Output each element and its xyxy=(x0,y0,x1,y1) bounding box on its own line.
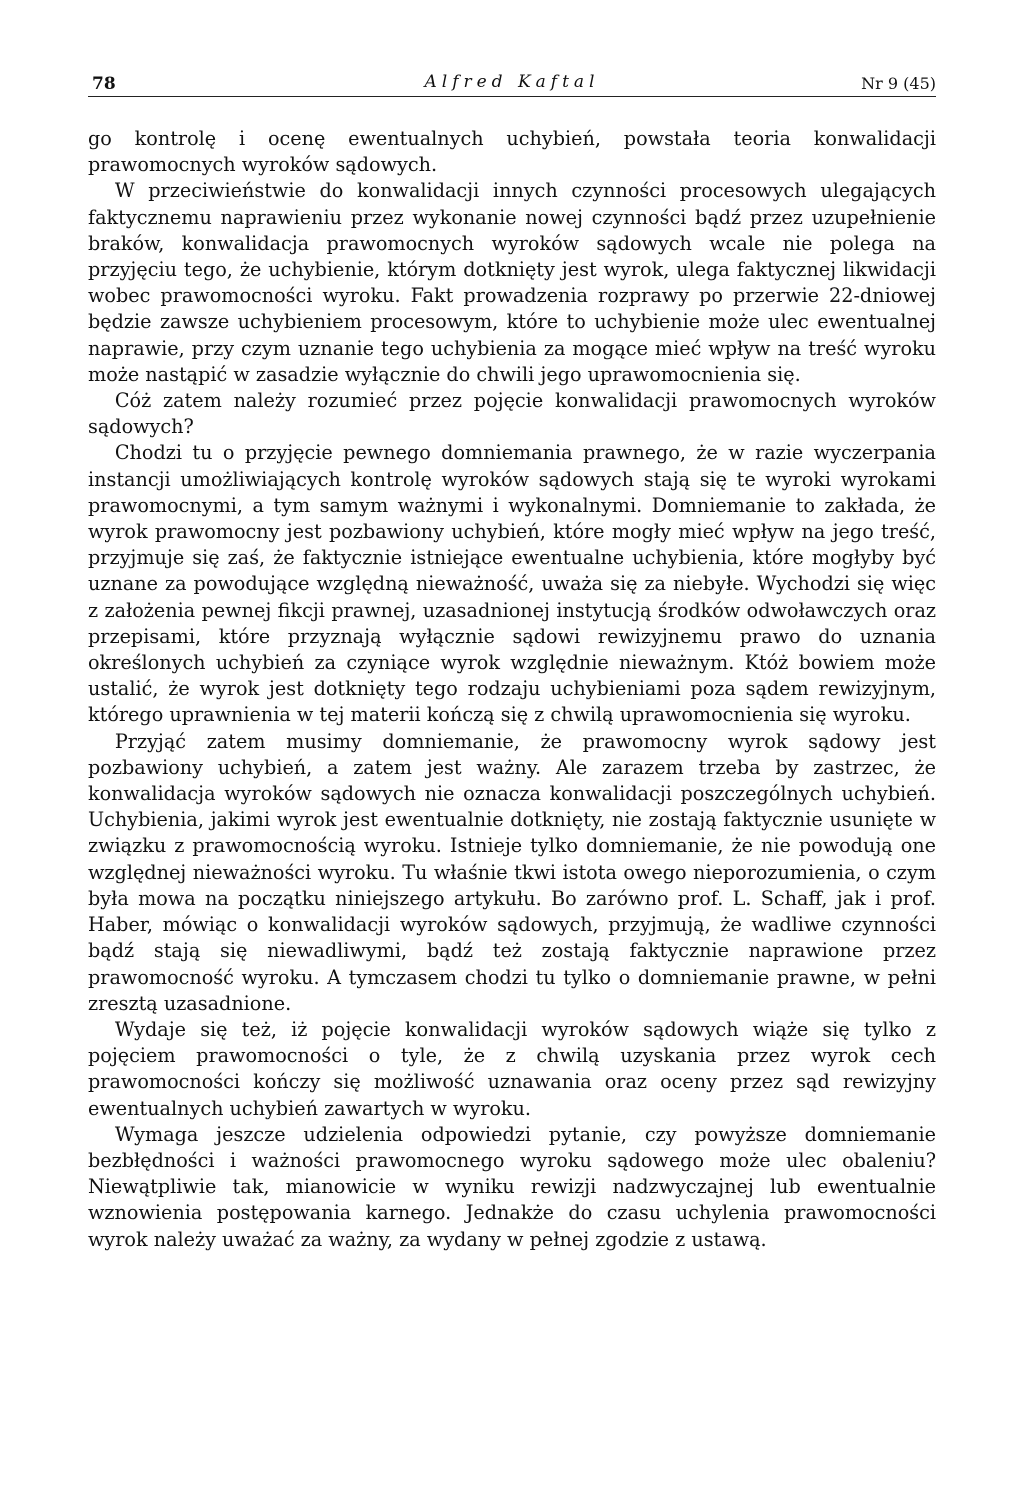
paragraph: Przyjąć zatem musimy domniemanie, że prawomocny wyrok sądowy jest pozbawiony uchybień, a zatem jest ważny. Ale zarazem trzeba by zastrzec, że konwalidacja wyroków sądowych nie oznacza konwalidacji poszczególnych uchybień. Uchybienia, jakimi wyrok jest ewentualnie dotknięty, nie zostają faktycznie usunięte w związku z prawomocnością wyroku. Istnieje tylko domniemanie, że nie powodują one względnej nieważności wyroku. Tu właśnie tkwi istota owego nieporozumienia, o czym była mowa na początku niniejszego artykułu. Bo zarówno prof. L. Schaff, jak i prof. Haber, mówiąc o konwalidacji wyroków sądowych, przyjmują, że wadliwe czynności bądź stają się niewadliwymi, bądź też zostają faktycznie naprawione przez prawomocność wyroku. A tymczasem chodzi tu tylko o domniemanie prawne, w pełni zresztą uzasadnione. xyxy=(88,729,936,1015)
paragraph: go kontrolę i ocenę ewentualnych uchybień, powstała teoria konwalidacji prawomocnych wyroków sądowych. xyxy=(88,127,936,177)
paragraph: Wydaje się też, iż pojęcie konwalidacji wyroków sądowych wiąże się tylko z pojęciem prawomocności o tyle, że z chwilą uzyskania przez wyrok cech prawomocności kończy się możliwość uznawania oraz oceny przez sąd rewizyjny ewentualnych uchybień zawartych w wyroku. xyxy=(88,1017,936,1120)
paragraph: W przeciwieństwie do konwalidacji innych czynności procesowych ulegających faktycznemu naprawieniu przez wykonanie nowej czynności bądź przez uzupełnienie braków, konwalidacja prawomocnych wyroków sądowych wcale nie polega na przyjęciu tego, że uchybienie, którym dotknięty jest wyrok, ulega faktycznej likwidacji wobec prawomocności wyroku. Fakt prowadzenia rozprawy po przerwie 22-dniowej będzie zawsze uchybieniem procesowym, które to uchybienie może ulec ewentualnej naprawie, przy czym uznanie tego uchybienia za mogące mieć wpływ na treść wyroku może nastąpić w zasadzie wyłącznie do chwili jego uprawomocnienia się. xyxy=(88,179,936,386)
running-head xyxy=(88,60,936,97)
paragraph: Chodzi tu o przyjęcie pewnego domniemania prawnego, że w razie wyczerpania instancji umożliwiających kontrolę wyroków sądowych stają się te wyroki wyrokami prawomocnymi, a tym samym ważnymi i wykonalnymi. Domniemanie to zakłada, że wyrok prawomocny jest pozbawiony uchybień, które mogły mieć wpływ na jego treść, przyjmuje się zaś, że faktycznie istniejące ewentualne uchybienia, które mogłyby być uznane za powodujące względną nieważność, uważa się za niebyłe. Wychodzi się więc z założenia pewnej fikcji prawnej, uzasadnionej instytucją środków odwoławczych oraz przepisami, które przyznają wyłącznie sądowi rewizyjnemu prawo do uznania określonych uchybień za czyniące wyrok względnie nieważnym. Któż bowiem może ustalić, że wyrok jest dotknięty tego rodzaju uchybieniami poza sądem rewizyjnym, którego uprawnienia w tej materii kończą się z chwilą uprawomocnienia się wyroku. xyxy=(88,441,936,727)
paragraph: Cóż zatem należy rozumieć przez pojęcie konwalidacji prawomocnych wyroków sądowych? xyxy=(88,389,936,439)
issue-number: Nr 9 (45) xyxy=(861,74,936,93)
paragraph: Wymaga jeszcze udzielenia odpowiedzi pytanie, czy powyższe domniemanie bezbłędności i ważności prawomocnego wyroku sądowego może ulec obaleniu? Niewątpliwie tak, mianowicie w wyniku rewizji nadzwyczajnej lub ewentualnie wznowienia postępowania karnego. Jednakże do czasu uchylenia prawomocności wyrok należy uważać za ważny, za wydany w pełnej zgodzie z ustawą. xyxy=(88,1122,936,1251)
page xyxy=(88,60,936,1253)
page-number: 78 xyxy=(92,74,116,94)
article-body xyxy=(88,126,936,1253)
running-head-author: Alfred Kaftal xyxy=(424,72,600,92)
